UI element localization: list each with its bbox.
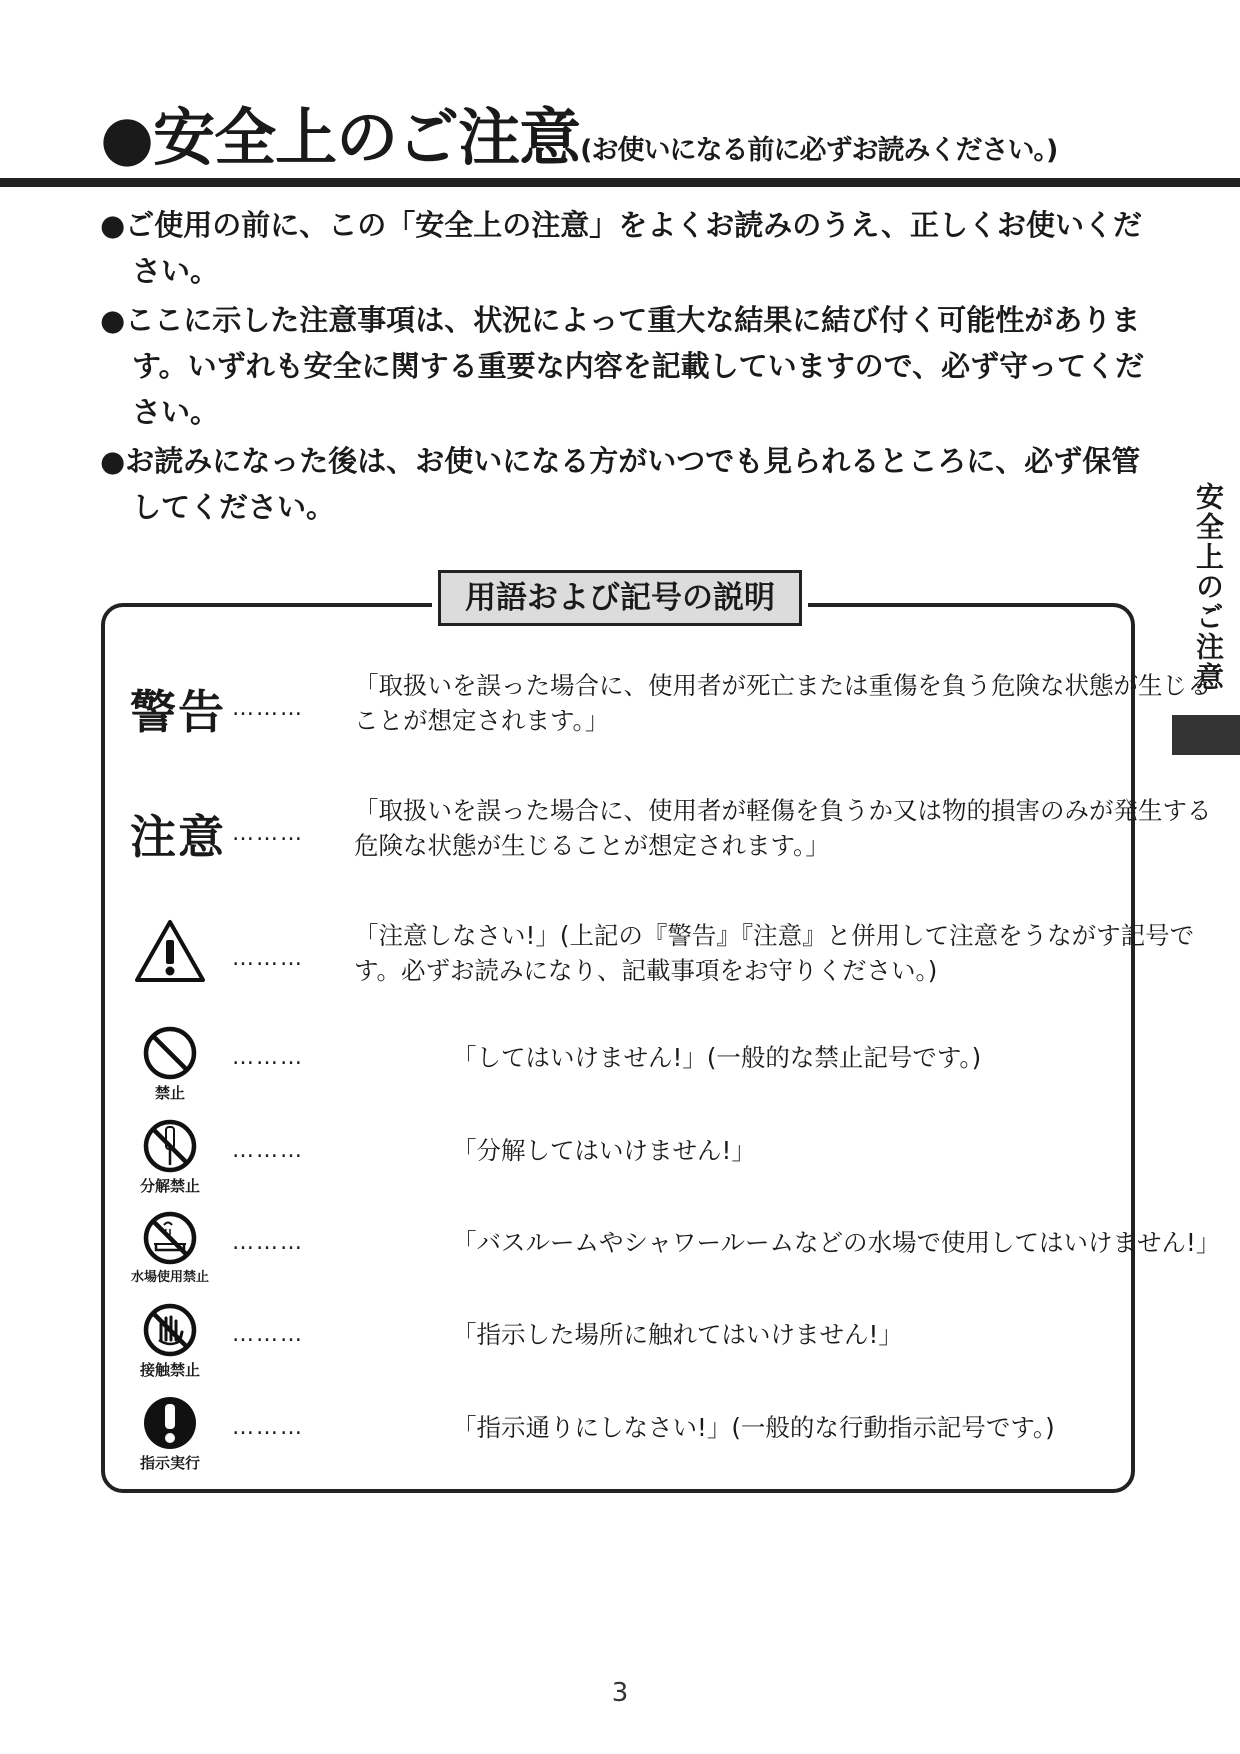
mandatory-action-symbol bbox=[130, 1395, 210, 1471]
caution-label: 注意 bbox=[130, 810, 226, 864]
prohibited-description: 「してはいけません!」(一般的な禁止記号です。) bbox=[452, 1043, 982, 1072]
caution-description: 「取扱いを誤った場合に、使用者が軽傷を負うか又は物的損害のみが発生する危険な状態が生じることが想定されます。」 bbox=[354, 796, 1212, 860]
no-touch-description: 「指示した場所に触れてはいけません!」 bbox=[452, 1320, 903, 1349]
no-disassembly-icon bbox=[142, 1118, 198, 1174]
prohibited-caption: 禁止 bbox=[154, 1084, 185, 1102]
mandatory-action-description: 「指示通りにしなさい!」(一般的な行動指示記号です。) bbox=[452, 1413, 1055, 1442]
legend-row-no-water-use bbox=[130, 1210, 1221, 1290]
side-index-label: 安全上のご注意 bbox=[1192, 482, 1225, 692]
leader-dots: ……… bbox=[232, 1045, 304, 1070]
leader-dots: ……… bbox=[232, 946, 304, 971]
legend-heading: 用語および記号の説明 bbox=[438, 570, 802, 626]
leader-dots: ……… bbox=[232, 1322, 304, 1347]
no-water-use-icon bbox=[142, 1210, 198, 1266]
no-disassembly-description: 「分解してはいけません!」 bbox=[452, 1136, 756, 1165]
intro-item: ●お読みになった後は、お使いになる方がいつでも見られるところに、必ず保管してください。 bbox=[100, 444, 1141, 524]
intro-item: ●ご使用の前に、この「安全上の注意」をよくお読みのうえ、正しくお使いください。 bbox=[100, 208, 1143, 288]
leader-dots: ……… bbox=[232, 821, 304, 846]
page-number: 3 bbox=[611, 1678, 629, 1708]
intro-item: ●ここに示した注意事項は、状況によって重大な結果に結び付く可能性があります。いずれも安全に関する重要な内容を記載していますので、必ず守ってください。 bbox=[100, 303, 1145, 429]
attention-description: 「注意しなさい!」(上記の『警告』『注意』と併用して注意をうながす記号です。必ずお読みになり、記載事項をお守りください。) bbox=[354, 921, 1195, 985]
no-water-use-caption: 水場使用禁止 bbox=[130, 1270, 209, 1285]
prohibited-icon bbox=[142, 1025, 198, 1081]
leader-dots: ……… bbox=[232, 1415, 304, 1440]
mandatory-action-icon bbox=[142, 1395, 198, 1451]
page-title bbox=[100, 88, 1160, 174]
legend-row-attention bbox=[130, 918, 1195, 998]
no-touch-caption: 接触禁止 bbox=[139, 1361, 200, 1379]
page-title-subtitle: (お使いになる前に必ずお読みください。) bbox=[580, 135, 1058, 166]
no-touch-symbol bbox=[130, 1302, 210, 1378]
legend-row-no-touch bbox=[130, 1302, 1120, 1382]
legend-row-prohibited bbox=[130, 1025, 1120, 1105]
mandatory-action-caption: 指示実行 bbox=[139, 1454, 200, 1472]
legend-row-no-disassembly bbox=[130, 1118, 1120, 1198]
legend-row-warning bbox=[130, 668, 1212, 748]
leader-dots: ……… bbox=[232, 696, 304, 721]
no-touch-icon bbox=[142, 1302, 198, 1358]
legend-row-caution bbox=[130, 793, 1212, 873]
leader-dots: ……… bbox=[232, 1138, 304, 1163]
leader-dots: ……… bbox=[232, 1230, 304, 1255]
no-disassembly-caption: 分解禁止 bbox=[139, 1177, 200, 1195]
page-title-main: ●安全上のご注意 bbox=[100, 101, 581, 174]
no-water-use-description: 「バスルームやシャワールームなどの水場で使用してはいけません!」 bbox=[452, 1228, 1221, 1257]
no-disassembly-symbol bbox=[130, 1118, 210, 1194]
title-rule bbox=[0, 178, 1240, 187]
intro-list bbox=[100, 202, 1145, 533]
no-water-use-symbol bbox=[130, 1210, 210, 1286]
prohibited-symbol bbox=[130, 1025, 210, 1101]
legend-row-mandatory-action bbox=[130, 1395, 1120, 1475]
warning-triangle-icon bbox=[130, 918, 210, 988]
warning-label: 警告 bbox=[130, 685, 226, 739]
warning-description: 「取扱いを誤った場合に、使用者が死亡または重傷を負う危険な状態が生じることが想定されます。」 bbox=[354, 671, 1212, 735]
